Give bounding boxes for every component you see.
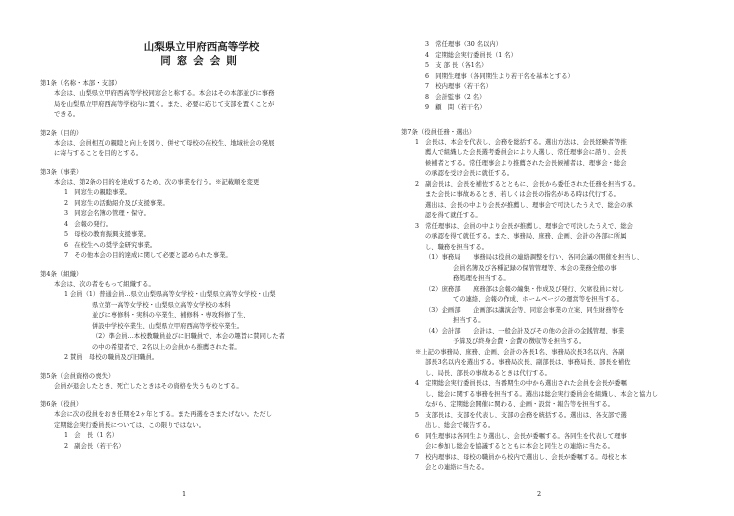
article-7-line: 認を得て就任する。 — [425, 212, 482, 219]
article-4-line: （2）準会員…本校教職員並びに旧職員で、本会の趣旨に賛同した者 — [92, 333, 285, 340]
article-7-line: 出し、総会で報告する。 — [425, 422, 495, 429]
officer-item: 9 顧 問（若干名） — [425, 104, 486, 111]
page-number: 2 — [537, 490, 542, 498]
article-3-lead: 本会は、第2条の目的を達成するため、次の事業を行う。※記載順を変更 — [54, 178, 260, 186]
article-7-line: 7 校内理事は、母校の職員から校内で選出し、会長が委嘱する。母校と本 — [415, 453, 627, 461]
article-1-line: 本会は、山梨県立甲府西高等学校同窓会と称する。本会はその本部並びに事務 — [54, 90, 275, 97]
article-3-item: 4 会報の発行。 — [64, 220, 113, 228]
article-4-heading: 第4条（組織） — [40, 269, 83, 278]
article-7-line: 候補者とする。常任理事会より推薦された会長候補者は、理事会・総会 — [425, 159, 627, 167]
article-6-line: 本会に次の役員をおき任期を2ヶ年とする。また再選をさまたげない。ただし — [54, 411, 273, 418]
officer-item: 7 校内理事（若干名） — [425, 83, 492, 90]
article-3-item: 5 母校の教育振興支援事業。 — [64, 231, 150, 238]
article-4-line: 県立第一高等女学校・山梨県立高等女学校の本科 — [92, 301, 231, 309]
article-2-heading: 第2条（目的） — [40, 128, 83, 137]
article-4-line: 並びに専修科・実科の卒業生、補修科・専攻科修了生、 — [92, 312, 250, 319]
article-7-line: 2 副会長は、会長を補佐するとともに、会長から委任された任務を担当する。 — [415, 180, 640, 188]
article-7-line: 薦人で組織した会長選考委員会により人選し、常任理事会に諮り、会長 — [425, 149, 627, 156]
article-7-line: また会長に事故あるとき、若しくは会長の指名がある時は代行する。 — [425, 191, 620, 198]
doc-title-rules: 同窓会会則 — [160, 55, 243, 67]
article-7-line: し、局長、部長の事故あるときは代行する。 — [425, 369, 551, 377]
article-7-line: 会に参加し総会を協議するとともに本会と同生との連絡に当たる。 — [425, 443, 614, 450]
article-5-heading: 第5条（会員資格の喪失） — [40, 371, 115, 380]
article-4-line: 2 賛員 母校の職員及び旧職員。 — [64, 354, 159, 361]
article-7-line: （3）企画部 企画部は講演会等、同窓会事業の立案、同生財務等を — [425, 306, 625, 314]
article-7-line: の承認を得て就任する。また、事務局、庶務、企画、会計の各部に所属 — [425, 233, 627, 240]
article-3-item: 1 同窓生の親睦事業。 — [64, 189, 131, 196]
article-4-line: の中の希望者で、2名以上の会員から推薦された者。 — [92, 343, 241, 351]
officer-item: 3 常任理事（30 名以内） — [425, 41, 502, 48]
article-7-line: 務処理を担当する。 — [453, 275, 510, 282]
article-6-item: 2 副会長（若干名） — [64, 442, 125, 450]
article-4-lead: 本会は、次の者をもって組織する。 — [54, 280, 155, 288]
article-7-line: の承認を受け会長に就任する。 — [425, 170, 514, 177]
article-7-line: ながら、定期総会開催に関わる、企画・設営・報告等を担当する。 — [425, 401, 614, 408]
article-7-line: ての連絡、会報の作成、ホームページの運営等を担当する。 — [453, 296, 623, 303]
article-7-line: 1 会長は、本会を代表し、会務を総括する。選出方法は、会長経験者等推 — [415, 138, 627, 146]
article-7-heading: 第7条（役員任務・選出） — [401, 127, 476, 136]
article-6-item: 1 会 長（1 名） — [64, 432, 119, 439]
article-2-line: 本会は、会員相互の親睦と向上を図り、併せて母校の在校生、地域社会の発展 — [54, 139, 275, 147]
article-7-line: （2）庶務部 庶務部は会報の編集・作成及び発行、欠席役員に対し — [425, 285, 625, 293]
article-7-line: 4 定期総会実行委員長は、当番期生の中から選出された会員を会長が委嘱 — [415, 380, 627, 387]
article-7-line: 予算及び終身会費・会費の徴収等を担当する。 — [453, 338, 586, 345]
article-7-line: 会員名簿及び各種記録の保管管理等、本会の業務全般の事 — [453, 264, 617, 272]
article-4-line: 1 会員（1）普通会員…県立山梨県高等女学校・山梨県立高等女学校・山梨 — [64, 291, 276, 298]
article-5-line: 会員が退会したとき、死亡したときはその資格を失うものとする。 — [54, 382, 243, 390]
article-1-heading: 第1条（名称・本部・支部） — [40, 79, 121, 87]
article-6-line: 定期総会実行委員長については、この限りではない。 — [54, 421, 205, 429]
article-7-line: ※上記の事務局、庶務、企画、会計の各長1名、事務局次長3名以内、各副 — [415, 348, 625, 356]
officer-item: 4 定期総会実行委員長（1 名） — [425, 51, 517, 59]
article-3-item: 6 在校生への奨学金研究事業。 — [64, 241, 157, 249]
officer-item: 5 支 部 長（各1名） — [425, 62, 488, 69]
article-1-line: できる。 — [54, 111, 80, 118]
article-3-heading: 第3条（事業） — [40, 167, 83, 176]
page-number: 1 — [182, 490, 187, 498]
article-7-line: 6 同生理事は各同生より選出し、会長が委嘱する。各同生を代表して理事 — [415, 432, 627, 440]
article-3-item: 3 同窓会名簿の管理・保守。 — [64, 210, 150, 217]
article-7-line: （1）事務局 事務局は役員の連絡調整を行い、各同会議の開催を担当し、 — [425, 254, 644, 261]
article-7-line: 部長3名以内を選出する。事務局次長、副部長は、事務局長、部長を補佐 — [425, 359, 631, 366]
article-7-line: 担当する。 — [453, 317, 485, 324]
article-7-line: 会との連絡に当たる。 — [425, 464, 488, 471]
article-7-line: し、総会に関する事務を担当する。選出は総会実行委員会を組織し、本会と協力し — [425, 390, 658, 398]
article-4-line: 併設中学校卒業生、山梨県立甲府西高等学校卒業生。 — [92, 322, 244, 330]
article-7-line: し、職務を担当する。 — [425, 243, 488, 251]
article-7-line: 5 支部長は、支部を代表し、支部の会務を統括する。選出は、各支部で選 — [415, 411, 627, 419]
article-1-line: 局を山梨県立甲府西高等学校内に置く。また、必要に応じて支部を置くことが — [54, 100, 275, 108]
officer-item: 8 会計監事（2 名） — [425, 93, 486, 101]
article-3-item: 2 同窓生の活動紹介及び支援事業。 — [64, 199, 169, 207]
article-6-heading: 第6条（役員） — [40, 400, 83, 408]
article-7-line: （4）会計部 会計は、一般会計及びその他の会計の金銭管理、事業 — [425, 327, 625, 335]
officer-item: 6 同期生理事（各同期生より若干名を基本とする） — [425, 72, 574, 80]
doc-title-school: 山梨県立甲府西高等学校 — [143, 41, 260, 53]
article-7-line: 選出は、会長の中より会長が推薦し、理事会で可決したうえで、総会の承 — [425, 201, 633, 209]
article-7-line: 3 常任理事は、会員の中より会長が推薦し、理事会で可決したうえで、総会 — [415, 222, 633, 230]
page-right — [367, 0, 734, 516]
article-3-item: 7 その他本会の目的達成に関して必要と認められた事業。 — [64, 252, 232, 259]
article-2-line: に寄与することを目的とする。 — [54, 150, 143, 157]
